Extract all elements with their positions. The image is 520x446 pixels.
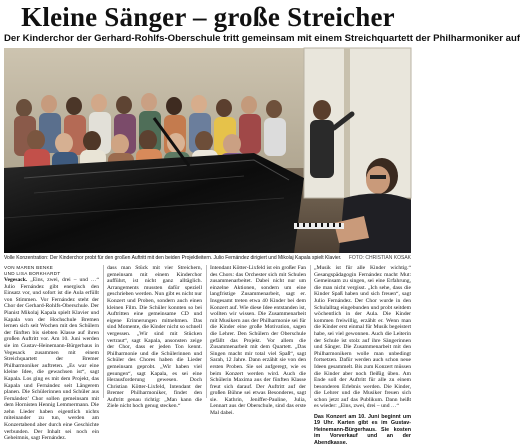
dateline: Vegesack. [4, 277, 28, 283]
subheadline: Der Kinderchor der Gerhard-Rohlfs-Oberschule tritt gemeinsam mit einem Streichquartett der Philharmoniker auf [4, 33, 520, 44]
article-column-2 [107, 265, 202, 410]
byline-line-2: UND LISA BORKHARDT [4, 271, 61, 276]
photo-caption: Volle Konzentration: Der Kinderchor probt für den großen Auftritt mit den beiden Projektleitern. Julio Fernández dirigiert und Mikolaj Kapala spielt Klavier. [4, 255, 342, 261]
photo-credit: FOTO: CHRISTIAN KOSAK [348, 255, 411, 261]
article-column-3 [210, 265, 306, 417]
concert-info: Das Konzert am 10. Juni beginnt um 19 Uhr. Karten gibt es im Gustav-Heinemann-Bürgerhaus. Sie kosten im Vorverkauf und an der Abendkasse. [314, 414, 411, 446]
column-divider [206, 265, 207, 398]
column-3-text: Intendant Kötter-Lixfeld ist ein großer Fan des Chors: das Orchester sich mit Schulen zusammenarbeitet. Dabei nicht nur um einzelne Aktionen, sondern um eine langfristige Zusammenarbeit, sagt er. Insgesamt treten etwa 40 Kinder bei dem Konzert auf. Wie diese Idee entstanden ist, wollten wir wissen. Die Zusammenarbeit mit Musikern aus der Philharmonie sei für die Kinder eine große Motivation, sagen die Lehrer. Den Schülern der Oberschule gefällt das Projekt. Vor allem die Zusammenarbeit mit dem Quartett. „Das Singen macht mir total viel Spaß“, sagt Sarah, 12 Jahre. Dann erzählt sie von den ersten Proben. Sie sei aufgeregt, wie es beim Konzert werden wird. Auch die Schülerin Maxima aus der fünften Klasse freut sich darauf. Der Auftritt auf der großen Bühne sei etwas Besonderes, sagt sie. Kathrin, Jeniffer-Pauline, Julia, Lennart aus der Oberschule, sind das erste Mal dabei. [210, 265, 306, 417]
headline: Kleine Sänger – große Streicher [21, 2, 395, 32]
article-body [4, 265, 411, 446]
article-column-1 [4, 265, 99, 442]
column-4-text: „Musik ist für alle Kinder wichtig.“ Gesangspädagogin Fernández macht Mut: Gemeinsam zu singen, sei eine Erfahrung, die man nicht vergisst. „Ich sehe, dass die Kinder Spaß haben und sich freuen“, sagt Julio Fernández. Der Chor wurde in den Schulalltag eingebunden und probt seitdem wöchentlich in der Aula. Die Kinder kommen freiwillig, erzählt er. Wenn man die Kinder erst einmal für Musik begeistert habe, sei viel gewonnen. Auch die Leiterin der Schule ist stolz auf ihre Sängerinnen und Sänger. Die Zusammenarbeit mit den Philharmonikern wolle man unbedingt fortsetzen. Dafür werden auch schon neue Ideen gesammelt. Bis zum Konzert müssen die Kinder aber noch fleißig üben. Am Ende soll der Auftritt für alle zu einem besonderen Erlebnis werden. Die Kinder, die Lehrer und die Musiker freuen sich schon jetzt auf das Publikum. Dann heißt es wieder: „Eins, zwei, drei – und …“ [314, 265, 411, 410]
byline-line-1: VON MAREN BENKE [4, 265, 54, 270]
column-divider [310, 265, 311, 398]
article-column-4 [314, 265, 411, 446]
column-divider [103, 265, 104, 398]
column-1-text: „Eins, zwei, drei – und …“ Julio Fernández gibt energisch den Einsatz vor, und sofort ist die Aula erfüllt von Stimmen. Vor Fernández steht der Chor der Gerhard-Rohlfs-Oberschule. Der Pianist Mikolaj Kapala spielt Klavier und Kapala von der Hochschule Bremen lernen sich seit Wochen mit den Schülern der fünften bis siebten Klasse auf ihren großen Auftritt vor. Am 10. Juni werden sie im Gustav-Heinemann-Bürgerhaus in Vegesack zusammen mit einem Streichquartett der Bremer Philharmoniker auftreten. „Es war eine kleine Idee, die gewachsen ist“, sagt Kapala. Los ging es mit dem Projekt, das Kapala und Fernández seit Längerem planen. Die Schülerinnen und Schüler aus Fernández’ Chor sollen gemeinsam mit dem Hornisten Hennig Lemmermann. Die zehn Lieder haben eigentlich nichts miteinander zu tun, werden am Konzertabend aber durch eine Geschichte verbunden. Der Inhalt sei noch ein Geheimnis, sagt Fernández. [4, 277, 99, 442]
article-photo [4, 48, 411, 253]
column-2-text: dass man Stück mit vier Streichern, gemeinsam mit einem Kinderchor aufführt, ist nicht ganz alltäglich. Arrangements mussten dafür speziell geschrieben werden. Nun gibt es nicht nur Konzert und Proben, sondern auch einen kleinen Film. Die Schüler konnten so bei Auftritten eine gemeinsame CD und eigene Erinnerungen mitnehmen. Das sind Momente, die Kinder nicht so schnell vergessen. „Wir sind mit Stücken vertraut“, sagt Kapala, ansonsten zeige der Chor, dass er jeden Ton kennt. Philharmonie und die Schülerinnen und Schüler des Chores haben die Lieder gemeinsam geprobt. „Wir haben viel gesungen“, sagt Kapala, es sei eine Herausforderung gewesen. Doch Christian Kötter-Lixfeld, Intendant der Bremer Philharmoniker, findet den Auftritt genau richtig: „Man kann die Ziele nicht hoch genug stecken.“ [107, 265, 202, 410]
